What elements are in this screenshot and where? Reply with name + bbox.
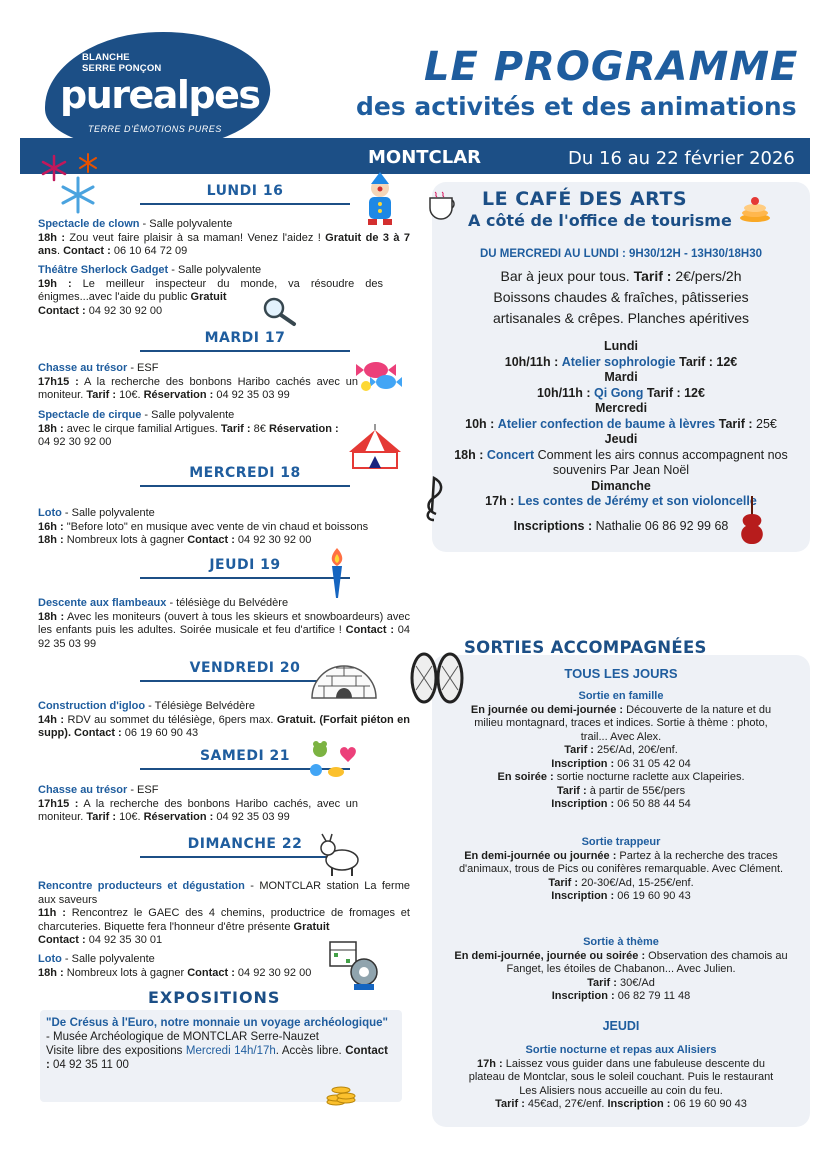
tarif-label: Tarif : [220, 422, 251, 435]
event-clown [38, 218, 410, 259]
event-time: 14h : [38, 713, 65, 726]
logo-name: purealpes [60, 73, 260, 117]
music-note-icon [422, 474, 446, 524]
sortie-title: Sortie à thème [583, 936, 659, 948]
snowflake-icon [40, 152, 110, 212]
tarif-value: 8€ [250, 422, 269, 435]
event-price: Gratuit de 3 à 7 ans [38, 231, 410, 257]
sortie-desc: sortie nocturne raclette aux Clapeiries. [553, 771, 745, 783]
tarif-label: Tarif : [587, 976, 617, 989]
tarif-value: 10€. [116, 389, 144, 401]
tarif-value: 45€ad, 27€/enf. [524, 1098, 608, 1110]
logo-tagline: TERRE D'ÉMOTIONS PURES [88, 124, 222, 134]
event-desc: Le meilleur inspecteur du monde, va résoudre des énigmes...avec l'aide du public [38, 277, 383, 303]
schedule-time: 18h : [454, 447, 484, 462]
schedule-tarif: Tarif : [718, 416, 753, 431]
sortie-desc: Partez à la recherche des traces d'animaux, trous de Pics ou conifères remarquable. Avec Clément. [458, 849, 784, 875]
goat-icon [318, 832, 364, 878]
event-time: 18h : [38, 231, 66, 244]
event-sherlock [38, 264, 383, 318]
pancake-icon [738, 194, 772, 224]
inscription-phone: 06 50 88 44 54 [614, 798, 691, 810]
tarif-value: 10€. [116, 811, 144, 823]
sortie-title: Sortie nocturne et repas aux Alisiers [525, 1044, 717, 1056]
gummy-candy-icon [306, 738, 358, 780]
inscription-label: Inscription : [551, 798, 615, 810]
resa-label: Réservation : [143, 811, 214, 823]
bingo-icon [328, 940, 380, 992]
schedule-time: 10h/11h : [537, 385, 591, 400]
event-igloo [38, 700, 410, 741]
event-title: Spectacle de clown [38, 218, 140, 230]
candy-icon [354, 352, 410, 396]
schedule-tarif: Tarif : 12€ [679, 354, 738, 369]
event-desc: Rencontrez le GAEC des 4 chemins, productrice de fromages et charcuteries. Biquette fera l'honneur d'être présente [38, 907, 410, 933]
schedule-activity: Concert [486, 447, 535, 462]
inscription-phone: 06 19 60 90 43 [670, 1098, 747, 1110]
sortie-when: En soirée : [497, 771, 554, 783]
logo-brand [82, 52, 161, 74]
coins-icon [326, 1080, 356, 1106]
tarif-label: Tarif : [86, 389, 117, 401]
event-place: - Salle polyvalente [141, 409, 235, 421]
cafe-desc-line3: artisanales & crêpes. Planches apéritives [492, 310, 750, 326]
tarif-label: Tarif : [86, 811, 117, 823]
igloo-icon [308, 654, 380, 700]
sortie-title: Sortie en famille [578, 690, 664, 702]
event-time: 16h : [38, 520, 64, 533]
resa-phone: 04 92 30 92 00 [38, 436, 112, 448]
schedule-activity: Qi Gong [594, 385, 644, 400]
sortie-title: Sortie trappeur [581, 836, 661, 848]
event-title: Chasse au trésor [38, 784, 128, 796]
day-heading-saturday: SAMEDI 21 [140, 748, 350, 770]
event-title: Loto [38, 953, 62, 965]
event-time: 18h : [38, 610, 65, 623]
tarif-label: Tarif : [633, 268, 672, 284]
event-place: - Salle polyvalente [168, 264, 262, 276]
event-place: - Salle polyvalente [61, 953, 155, 965]
resa-label: Réservation : [143, 389, 214, 401]
inscription-label: Inscription : [551, 990, 615, 1002]
contact-label: Contact : [38, 304, 86, 317]
event-desc: avec le cirque familial Artigues. [63, 422, 221, 435]
event-desc: RDV au sommet du télésiège, 6pers max. [64, 713, 277, 726]
tarif-label: Tarif : [495, 1098, 525, 1110]
sortie-when: En journée ou demi-journée : [470, 703, 624, 716]
event-title: Chasse au trésor [38, 362, 128, 374]
cafe-title: LE CAFÉ DES ARTS [482, 188, 688, 210]
tarif-label: Tarif : [564, 744, 594, 756]
schedule-day: Mardi [604, 370, 638, 384]
day-heading-friday: VENDREDI 20 [140, 660, 350, 682]
event-place: - MONTCLAR station La ferme aux saveurs [38, 880, 410, 906]
schedule-time: 10h : [465, 416, 495, 431]
event-time: 18h : [38, 534, 64, 546]
banner-dates: Du 16 au 22 février 2026 [568, 148, 795, 169]
event-flambeaux [38, 597, 410, 651]
event-title: Rencontre producteurs et dégustation [38, 880, 245, 892]
inscription-label: Inscriptions : [513, 519, 593, 533]
tarif-value: 30€/Ad [616, 976, 655, 989]
sortie-trappeur [432, 836, 810, 904]
schedule-day: Mercredi [594, 401, 648, 415]
event-desc: A la recherche des bonbons Haribo cachés, avec un moniteur. [38, 797, 358, 823]
day-heading-wednesday: MERCREDI 18 [140, 465, 350, 487]
sortie-nocturne [432, 1044, 810, 1112]
event-time: 17h15 : [38, 375, 79, 388]
event-place: - Télésiège Belvédère [145, 700, 255, 712]
sortie-famille [432, 690, 810, 812]
event-title: Spectacle de cirque [38, 409, 142, 421]
tarif-value: à partir de 55€/pers [586, 784, 686, 797]
coffee-cup-icon [426, 190, 462, 220]
sortie-theme [432, 936, 810, 1004]
sortie-when: 17h : [476, 1057, 503, 1070]
inscription-label: Inscription : [607, 1098, 671, 1110]
schedule-day: Lundi [603, 339, 638, 353]
event-place: - télésiège du Belvédère [166, 597, 289, 609]
event-price: Gratuit [190, 291, 227, 303]
day-heading-tuesday: MARDI 17 [140, 330, 350, 352]
event-price: Gratuit [293, 920, 330, 933]
event-desc: Zou veut faire plaisir à sa maman! Venez l'aidez ! [65, 231, 326, 244]
contact-phone: 06 10 64 72 09 [110, 245, 188, 257]
event-producteurs [38, 880, 410, 948]
event-place: - ESF [127, 784, 159, 796]
schedule-activity: Atelier sophrologie [561, 354, 676, 369]
contact-phone: 04 92 35 11 00 [49, 1059, 129, 1071]
tarif-value: 25€/Ad, 20€/enf. [593, 744, 678, 756]
sortie-when: En demi-journée, journée ou soirée : [454, 949, 646, 962]
sorties-title: SORTIES ACCOMPAGNÉES [464, 638, 707, 657]
event-desc: A la recherche des bonbons Haribo cachés avec un moniteur. [38, 375, 358, 401]
resa-phone: 04 92 35 03 99 [213, 811, 290, 823]
exposition-access: . Accès libre. [275, 1045, 346, 1057]
inscription-label: Inscription : [551, 757, 615, 770]
event-price: Gratuit. (Forfait piéton en supp). Contact : [38, 713, 410, 739]
schedule-day: Jeudi [604, 432, 638, 446]
cello-icon [738, 496, 764, 546]
event-cirque [38, 409, 383, 450]
contact-label: Contact : [63, 245, 111, 257]
contact-label: Contact : [38, 934, 86, 946]
expositions-title: EXPOSITIONS [148, 988, 281, 1007]
tarif-value: 20-30€/Ad, 15-25€/enf. [578, 876, 694, 889]
cafe-subtitle: A côté de l'office de tourisme [468, 211, 732, 230]
day-heading-monday: LUNDI 16 [140, 183, 350, 205]
inscription-phone: 06 19 60 90 43 [614, 890, 691, 902]
contact-phone: 04 92 30 92 00 [85, 304, 163, 317]
contact-phone: 04 92 30 92 00 [234, 966, 312, 979]
resa-label: Réservation : [268, 422, 339, 435]
contact-phone: 06 19 60 90 43 [121, 727, 199, 739]
sortie-desc: Observation des chamois au Fanget, les étoiles de Chabanon... Avec Julien. [506, 949, 788, 975]
schedule-day: Dimanche [591, 478, 651, 493]
event-loto-1 [38, 507, 410, 548]
circus-tent-icon [345, 428, 405, 470]
logo-brand-line1: BLANCHE [82, 52, 130, 63]
event-sep: . [56, 245, 64, 257]
event-title: Loto [38, 507, 62, 519]
contact-phone: 04 92 35 03 99 [38, 624, 410, 650]
event-title: Théâtre Sherlock Gadget [38, 264, 169, 276]
event-time: 18h : [38, 422, 64, 435]
event-tresor-1 [38, 362, 358, 403]
sorties-jeudi: JEUDI [602, 1019, 640, 1033]
schedule-tarif: Tarif : 12€ [646, 385, 705, 400]
event-place: - Salle polyvalente [139, 218, 233, 230]
exposition-item [46, 1016, 388, 1072]
cafe-desc-line2: Boissons chaudes & fraîches, pâtisseries [493, 289, 749, 305]
logo-brand-line2: SERRE PONÇON [82, 63, 162, 74]
page-title: LE PROGRAMME [424, 44, 799, 90]
event-time: 11h : [38, 907, 66, 919]
page-subtitle: des activités et des animations [356, 92, 797, 121]
cafe-schedule [432, 339, 810, 510]
event-loto-2 [38, 953, 358, 980]
event-place: - ESF [127, 362, 159, 374]
tarif-label: Tarif : [548, 876, 579, 889]
cafe-description [432, 266, 810, 329]
day-heading-thursday: JEUDI 19 [140, 557, 350, 579]
exposition-visit: Visite libre des expositions [46, 1045, 186, 1057]
exposition-name: "De Crésus à l'Euro, notre monnaie un voyage archéologique" [46, 1017, 388, 1029]
event-desc: "Before loto" en musique avec vente de vin chaud et boissons [63, 520, 369, 533]
schedule-time: 10h/11h : [504, 354, 559, 369]
contact-label: Contact : [187, 534, 235, 546]
event-time: 19h : [38, 277, 72, 290]
event-place: - Salle polyvalente [61, 507, 155, 519]
contact-phone: 04 92 30 92 00 [234, 534, 312, 546]
resa-phone: 04 92 35 03 99 [213, 389, 290, 401]
event-time: 17h15 : [38, 797, 79, 810]
banner-location: MONTCLAR [368, 147, 482, 168]
torch-icon [326, 548, 348, 600]
event-desc: Nombreux lots à gagner [63, 534, 188, 546]
event-tresor-2 [38, 784, 358, 825]
event-title: Construction d'igloo [38, 700, 146, 712]
magnifier-icon [262, 296, 298, 326]
cafe-hours: DU MERCREDI AU LUNDI : 9H30/12H - 13H30/18H30 [479, 248, 763, 260]
schedule-time: 17h : [485, 494, 515, 508]
inscription-label: Inscription : [551, 890, 615, 902]
contact-label: Contact : [187, 966, 235, 979]
sortie-desc: Découverte de la nature et du milieu montagnard, traces et indices. Sortie à thème : photo, trail... Avec Alex. [474, 703, 772, 743]
contact-phone: 04 92 35 30 01 [85, 934, 163, 946]
schedule-desc: Comment les airs connus accompagnent nos souvenirs Par Jean Noël [534, 447, 788, 477]
tarif-value: 2€/pers/2h [671, 268, 742, 284]
schedule-activity: Les contes de Jérémy et son violoncelle [517, 494, 757, 508]
sortie-desc: Laissez vous guider dans une fabuleuse descente du plateau de Montclar, sous le soleil couchant. Puis le restaurant Les Alisiers nous accueille au coin du feu. [468, 1057, 774, 1097]
exposition-hours: Mercredi 14h/17h [185, 1045, 276, 1057]
inscription-phone: 06 82 79 11 48 [614, 990, 691, 1002]
contact-label: Contact : [46, 1045, 389, 1071]
cafe-desc-line1: Bar à jeux pour tous. [500, 268, 634, 284]
event-desc: Avec les moniteurs (ouvert à tous les skieurs et snowboardeurs) avec les enfants puis les adultes. Soirée musicale et feu d'artifice ! [38, 610, 410, 636]
inscription-contact: Nathalie 06 86 92 99 68 [592, 519, 729, 533]
contact-label: Contact : [345, 624, 394, 636]
schedule-price: 25€ [752, 416, 777, 431]
tarif-label: Tarif : [556, 784, 587, 797]
event-desc: Nombreux lots à gagner [63, 966, 188, 979]
schedule-activity: Atelier confection de baume à lèvres [497, 416, 716, 431]
sortie-when: En demi-journée ou journée : [464, 849, 617, 862]
event-title: Descente aux flambeaux [38, 597, 167, 609]
day-heading-sunday: DIMANCHE 22 [140, 836, 350, 858]
event-time: 18h : [38, 966, 64, 979]
exposition-museum: - Musée Archéologique de MONTCLAR Serre-Nauzet [46, 1031, 319, 1043]
inscription-phone: 06 31 05 42 04 [614, 757, 691, 770]
sorties-all-days: TOUS LES JOURS [564, 666, 678, 681]
